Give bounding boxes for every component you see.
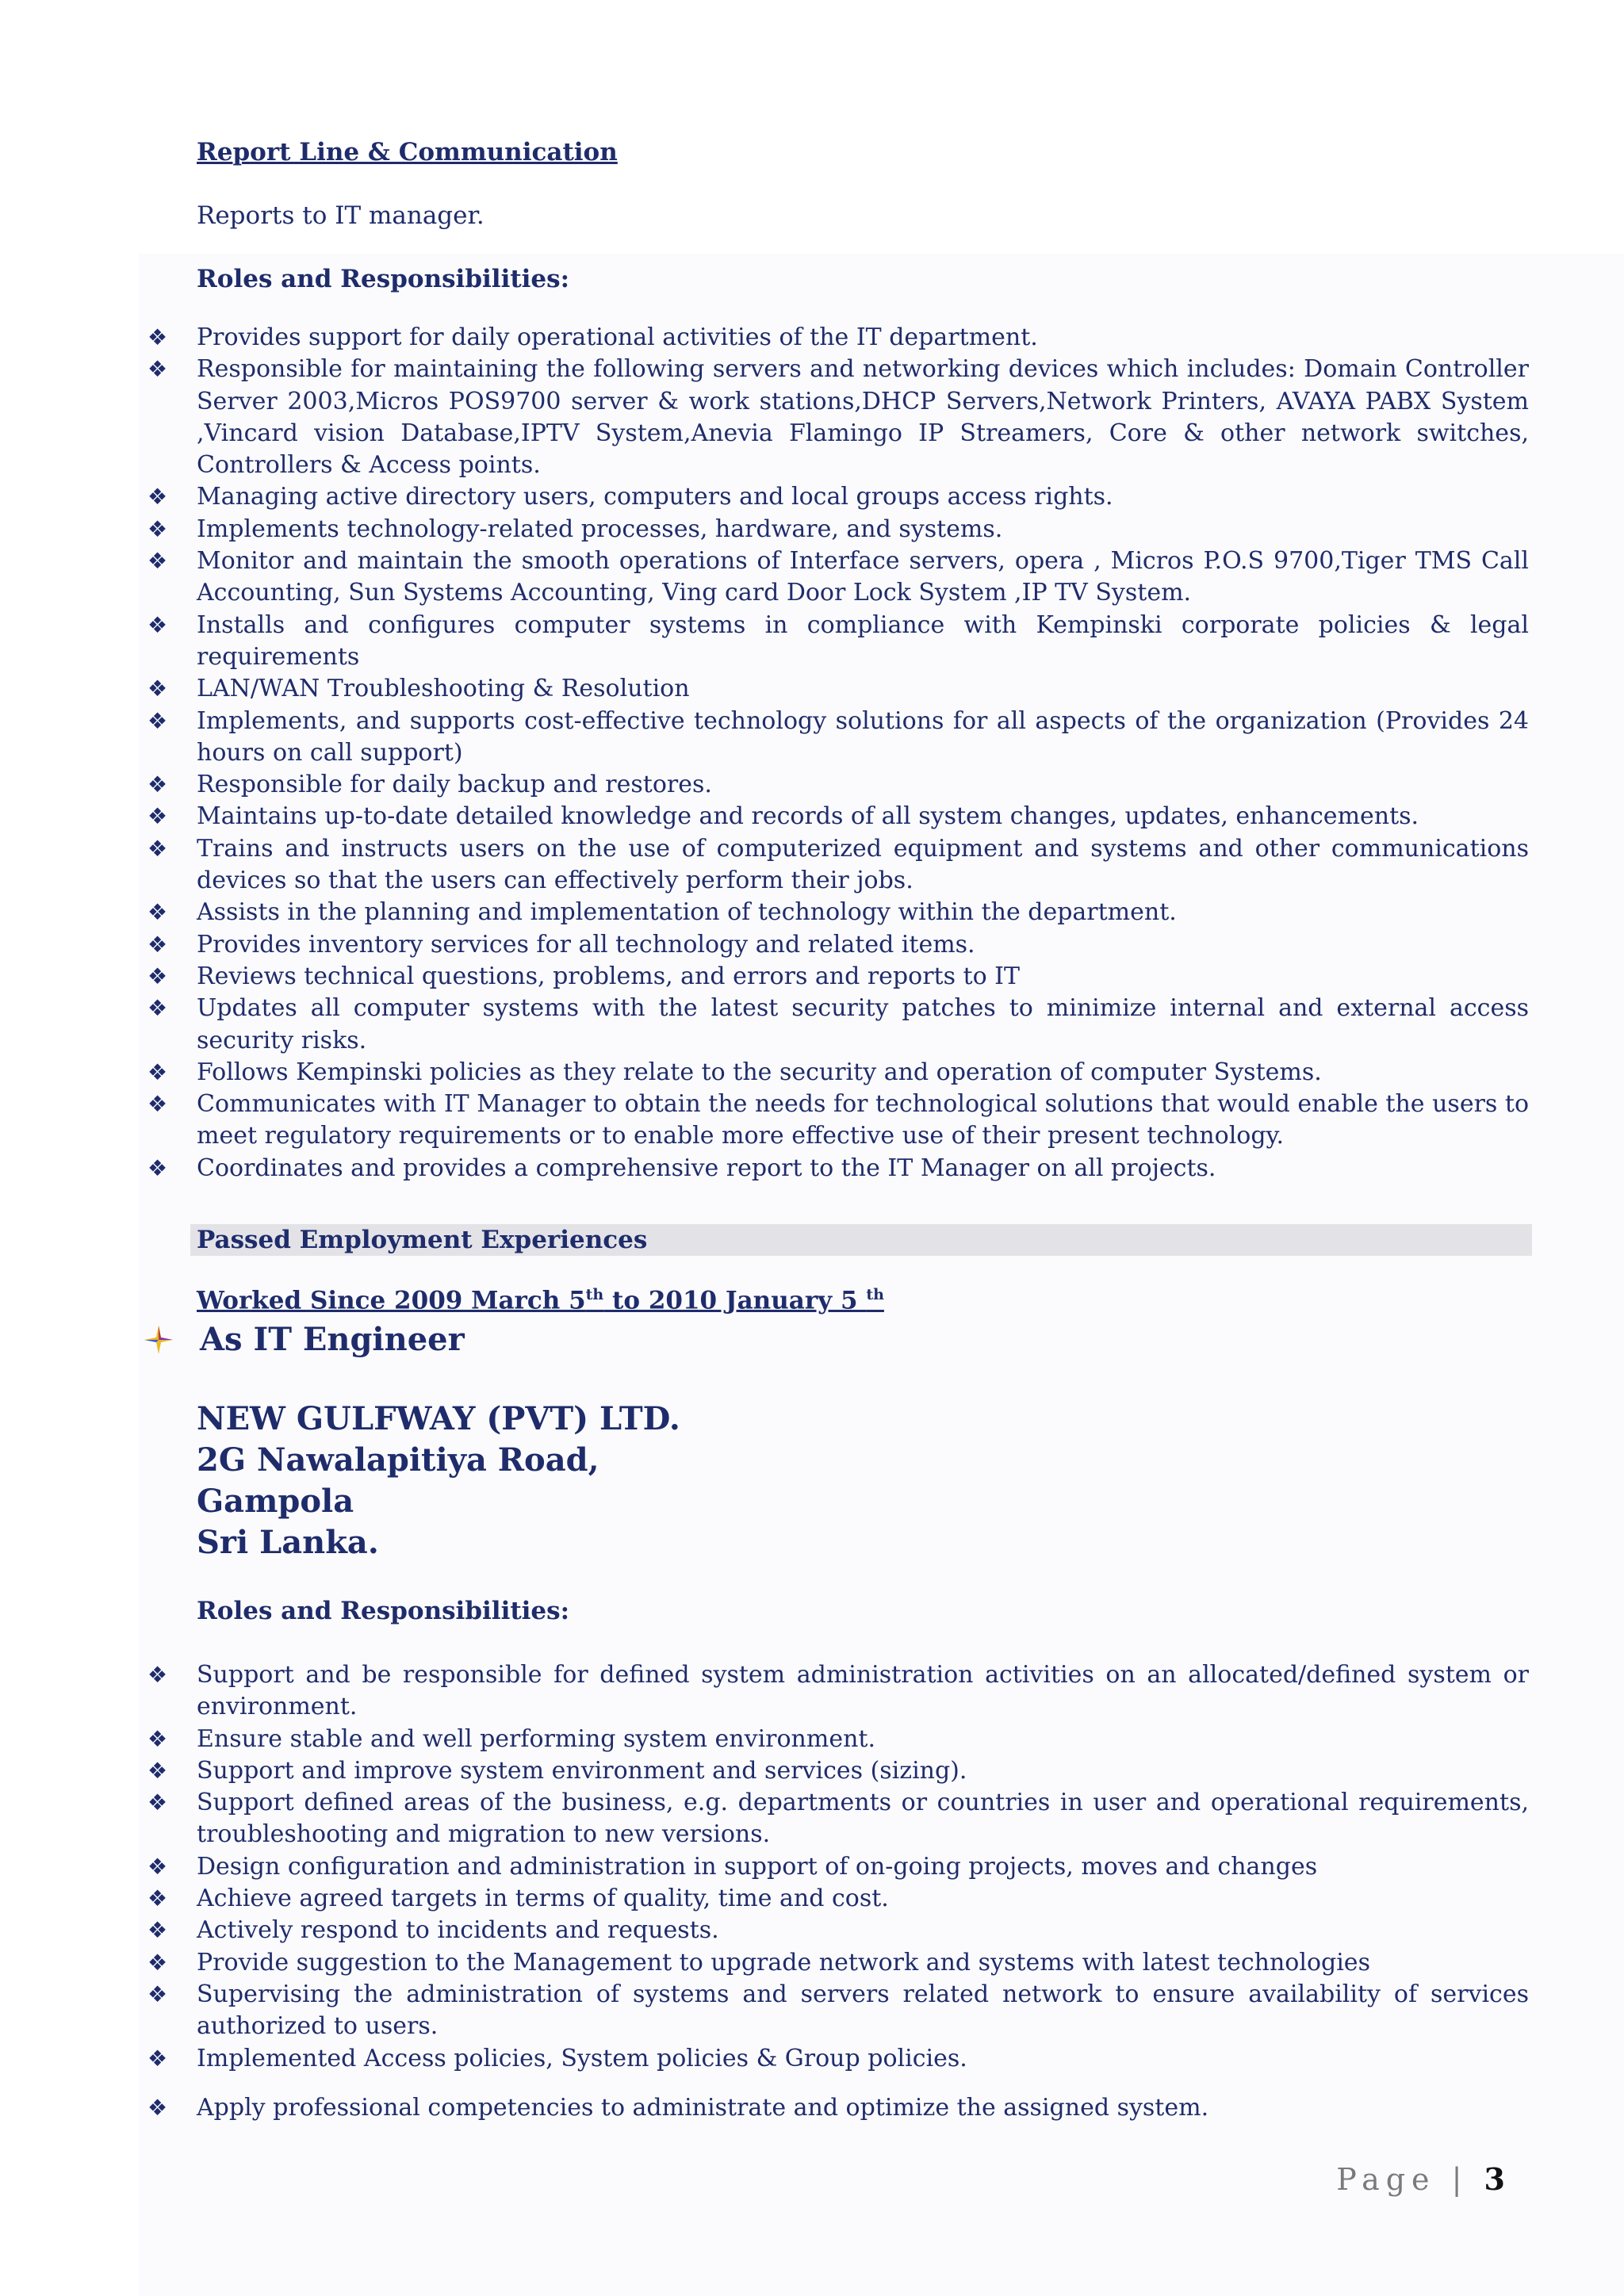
report-line-heading: Report Line & Communication (197, 138, 618, 166)
list-item (147, 1659, 1529, 1724)
period-end: to 2010 January 5 (603, 1286, 867, 1315)
diamond-bullet-icon: ❖ (147, 1980, 168, 2007)
list-item (147, 322, 1529, 354)
list-item-text: Design configuration and administration in support of on-going projects, moves and changes (197, 1852, 1318, 1881)
list-item (147, 1057, 1529, 1089)
diamond-bullet-icon: ❖ (147, 2094, 168, 2121)
list-item-text: Support and improve system environment and services (sizing). (197, 1756, 967, 1785)
list-item-text: Apply professional competencies to administrate and optimize the assigned system. (197, 2093, 1209, 2122)
list-item-text: Managing active directory users, computers and local groups access rights. (197, 483, 1113, 511)
list-item-text: Reviews technical questions, problems, and errors and reports to IT (197, 962, 1021, 990)
diamond-bullet-icon: ❖ (147, 1725, 168, 1752)
list-item (147, 1755, 1529, 1787)
diamond-bullet-icon: ❖ (147, 931, 168, 958)
list-item-text: Support and be responsible for defined system administration activities on an allocated/defined system or environment. (197, 1661, 1529, 1721)
list-item (147, 354, 1529, 481)
list-item-text: Trains and instructs users on the use of computerized equipment and systems and other communications devices so that the users can effectively perform their jobs. (197, 834, 1529, 895)
list-item (147, 1915, 1529, 1946)
roles-heading-current: Roles and Responsibilities: (197, 265, 570, 293)
diamond-bullet-icon: ❖ (147, 1757, 168, 1784)
list-item-text: Updates all computer systems with the latest security patches to minimize internal and external access security risks. (197, 994, 1529, 1054)
diamond-bullet-icon: ❖ (147, 707, 168, 734)
list-item-text: Implements, and supports cost-effective technology solutions for all aspects of the organization (Provides 24 hours on call support) (197, 706, 1529, 767)
diamond-bullet-icon: ❖ (147, 899, 168, 926)
list-item-text: Implements technology-related processes, hardware, and systems. (197, 515, 1003, 543)
period-sup-2: th (866, 1286, 884, 1303)
page-separator: | (1451, 2162, 1469, 2197)
page-word: Page (1336, 2162, 1436, 2197)
list-item (147, 1153, 1529, 1184)
list-item (147, 897, 1529, 928)
diamond-bullet-icon: ❖ (147, 1949, 168, 1976)
period-sup-1: th (585, 1286, 604, 1303)
list-item-text: Assists in the planning and implementation of technology within the department. (197, 898, 1177, 927)
diamond-bullet-icon: ❖ (147, 1058, 168, 1085)
list-item (147, 833, 1529, 897)
diamond-bullet-icon: ❖ (147, 1154, 168, 1181)
list-item (147, 673, 1529, 705)
diamond-bullet-icon: ❖ (147, 356, 168, 383)
company-line: 2G Nawalapitiya Road, (197, 1441, 599, 1479)
list-item (147, 1979, 1529, 2043)
list-item-text: Monitor and maintain the smooth operations of Interface servers, opera , Micros P.O.S 9700,Tiger TMS Call Accounting, Sun Systems Accounting, Ving card Door Lock System ,IP TV System. (197, 547, 1529, 607)
diamond-bullet-icon: ❖ (147, 962, 168, 989)
diamond-bullet-icon: ❖ (147, 484, 168, 511)
list-item-text: Maintains up-to-date detailed knowledge and records of all system changes, updates, enhancements. (197, 802, 1419, 831)
list-item-text: Actively respond to incidents and requests. (197, 1916, 719, 1945)
list-item (147, 1883, 1529, 1915)
diamond-bullet-icon: ❖ (147, 611, 168, 638)
list-item-text: Coordinates and provides a comprehensive report to the IT Manager on all projects. (197, 1154, 1216, 1182)
job-title: As IT Engineer (200, 1321, 465, 1358)
diamond-bullet-icon: ❖ (147, 835, 168, 862)
list-item (147, 706, 1529, 770)
page-number: 3 (1484, 2161, 1505, 2197)
job-title-row (143, 1321, 465, 1358)
list-item-text: LAN/WAN Troubleshooting & Resolution (197, 675, 690, 703)
list-item-text: Ensure stable and well performing system environment. (197, 1724, 875, 1753)
page-footer (1336, 2161, 1505, 2197)
responsibilities-current-list (147, 322, 1529, 1184)
document-body (147, 133, 1529, 1184)
list-item (147, 514, 1529, 545)
list-item (147, 961, 1529, 993)
list-item (147, 1947, 1529, 1979)
company-line: NEW GULFWAY (PVT) LTD. (197, 1400, 680, 1437)
list-item (147, 1089, 1529, 1153)
diamond-bullet-icon: ❖ (147, 324, 168, 350)
list-item (147, 1851, 1529, 1883)
company-line: Sri Lanka. (197, 1524, 379, 1561)
list-item-text: Provide suggestion to the Management to upgrade network and systems with latest technologies (197, 1948, 1370, 1976)
company-line: Gampola (197, 1483, 354, 1520)
diamond-bullet-icon: ❖ (147, 1091, 168, 1118)
diamond-bullet-icon: ❖ (147, 995, 168, 1022)
diamond-bullet-icon: ❖ (147, 1885, 168, 1912)
diamond-bullet-icon: ❖ (147, 515, 168, 542)
diamond-bullet-icon: ❖ (147, 1789, 168, 1816)
company-address (197, 1399, 680, 1563)
list-item (147, 1724, 1529, 1755)
list-item (147, 769, 1529, 801)
list-item-text: Provides inventory services for all technology and related items. (197, 930, 975, 959)
diamond-bullet-icon: ❖ (147, 548, 168, 575)
star-bullet-icon (143, 1324, 174, 1356)
responsibilities-previous-list (147, 1659, 1529, 2124)
list-item-text: Responsible for maintaining the following servers and networking devices which includes: Domain Controller Server 2003,Micros POS9700 server & work stations,DHCP Servers,Network Printers, AVAYA PABX System ,Vincard vision Database,IPTV System,Anevia Flamingo IP Streamers, Core & other network switches, Controllers & Access points. (197, 355, 1529, 480)
diamond-bullet-icon: ❖ (147, 1662, 168, 1688)
list-item (147, 801, 1529, 832)
list-item-text: Support defined areas of the business, e.g. departments or countries in user and operational requirements, troubleshooting and migration to new versions. (197, 1789, 1529, 1849)
diamond-bullet-icon: ❖ (147, 675, 168, 702)
diamond-bullet-icon: ❖ (147, 771, 168, 798)
list-item (147, 1787, 1529, 1851)
list-item-text: Supervising the administration of systems and servers related network to ensure availability of services authorized to users. (197, 1980, 1529, 2041)
list-item-text: Responsible for daily backup and restores. (197, 771, 712, 799)
section-band-title: Passed Employment Experiences (197, 1226, 648, 1254)
list-item-text: Installs and configures computer systems in compliance with Kempinski corporate policies & legal requirements (197, 610, 1529, 671)
roles-heading-previous: Roles and Responsibilities: (197, 1597, 570, 1625)
list-item (147, 2092, 1529, 2124)
diamond-bullet-icon: ❖ (147, 803, 168, 830)
list-item-text: Achieve agreed targets in terms of quality, time and cost. (197, 1885, 889, 1913)
list-item (147, 2043, 1529, 2075)
diamond-bullet-icon: ❖ (147, 1917, 168, 1944)
list-item (147, 481, 1529, 513)
diamond-bullet-icon: ❖ (147, 1853, 168, 1880)
list-item-text: Follows Kempinski policies as they relate to the security and operation of computer Systems. (197, 1058, 1322, 1086)
diamond-bullet-icon: ❖ (147, 2045, 168, 2072)
employment-period (197, 1286, 884, 1314)
list-item-text: Provides support for daily operational activities of the IT department. (197, 323, 1038, 351)
list-item (147, 545, 1529, 610)
list-item-text: Implemented Access policies, System policies & Group policies. (197, 2044, 967, 2072)
list-item-text: Communicates with IT Manager to obtain the needs for technological solutions that would enable the users to meet regulatory requirements or to enable more effective use of their present technology. (197, 1090, 1529, 1150)
list-item (147, 929, 1529, 961)
list-item (147, 993, 1529, 1057)
list-item (147, 610, 1529, 674)
period-start: Worked Since 2009 March 5 (197, 1286, 586, 1315)
reports-to-text: Reports to IT manager. (197, 201, 485, 230)
